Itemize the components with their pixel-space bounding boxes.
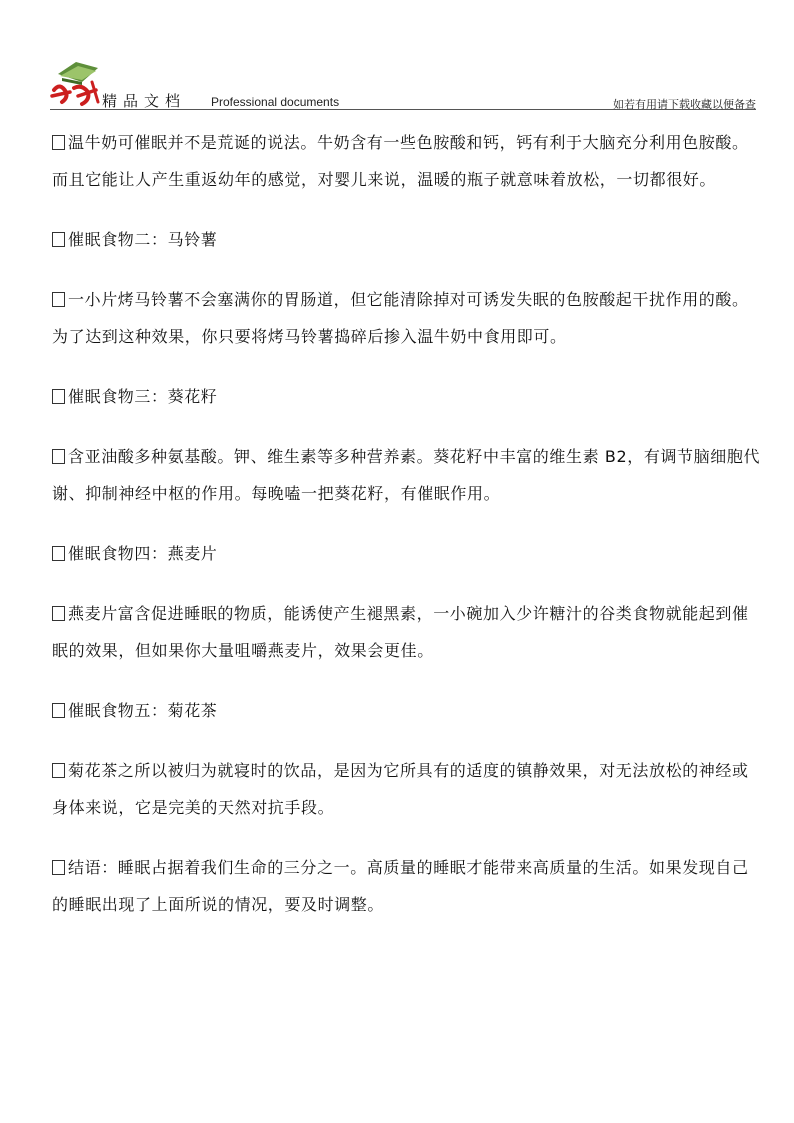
section-heading: 催眠食物二：马铃薯 xyxy=(52,221,764,258)
header-divider xyxy=(50,109,756,110)
page-header xyxy=(48,52,756,112)
paragraph: 温牛奶可催眠并不是荒诞的说法。牛奶含有一些色胺酸和钙，钙有利于大脑充分利用色胺酸。而且它能让人产生重返幼年的感觉，对婴儿来说，温暖的瓶子就意味着放松，一切都很好。 xyxy=(52,133,749,189)
missing-glyph-box-icon xyxy=(52,606,65,621)
header-subtitle: Professional documents xyxy=(211,95,340,109)
section-heading: 催眠食物五：菊花茶 xyxy=(52,692,764,729)
header-note: 如若有用请下载收藏以便备查 xyxy=(613,98,756,111)
paragraph: 菊花茶之所以被归为就寝时的饮品，是因为它所具有的适度的镇静效果，对无法放松的神经或身体来说，它是完美的天然对抗手段。 xyxy=(52,761,749,817)
missing-glyph-box-icon xyxy=(52,763,65,778)
missing-glyph-box-icon xyxy=(52,703,65,718)
missing-glyph-box-icon xyxy=(52,232,65,247)
missing-glyph-box-icon xyxy=(52,135,65,150)
paragraph: 结语：睡眠占据着我们生命的三分之一。高质量的睡眠才能带来高质量的生活。如果发现自己的睡眠出现了上面所说的情况，要及时调整。 xyxy=(52,858,749,914)
missing-glyph-box-icon xyxy=(52,546,65,561)
missing-glyph-box-icon xyxy=(52,292,65,307)
missing-glyph-box-icon xyxy=(52,389,65,404)
section-heading: 催眠食物三：葵花籽 xyxy=(52,378,764,415)
book-logo-icon xyxy=(48,52,108,108)
header-title: 精品文档 xyxy=(102,92,187,110)
missing-glyph-box-icon xyxy=(52,860,65,875)
paragraph: 含亚油酸多种氨基酸。钾、维生素等多种营养素。葵花籽中丰富的维生素 B2，有调节脑细胞代谢、抑制神经中枢的作用。每晚嗑一把葵花籽，有催眠作用。 xyxy=(52,447,761,503)
section-heading: 催眠食物四：燕麦片 xyxy=(52,535,764,572)
document-body xyxy=(52,124,764,946)
paragraph: 燕麦片富含促进睡眠的物质，能诱使产生褪黑素，一小碗加入少许糖汁的谷类食物就能起到催眠的效果，但如果你大量咀嚼燕麦片，效果会更佳。 xyxy=(52,604,749,660)
missing-glyph-box-icon xyxy=(52,449,65,464)
paragraph: 一小片烤马铃薯不会塞满你的胃肠道，但它能清除掉对可诱发失眠的色胺酸起干扰作用的酸。为了达到这种效果，你只要将烤马铃薯捣碎后掺入温牛奶中食用即可。 xyxy=(52,290,749,346)
